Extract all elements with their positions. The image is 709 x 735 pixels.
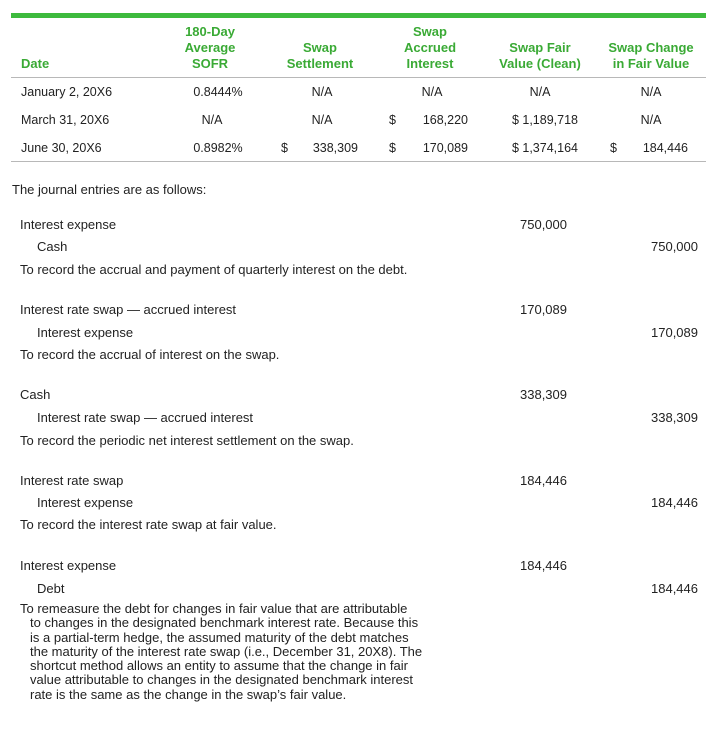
credit-account: Interest expense (37, 325, 134, 340)
cell-date: January 2, 20X6 (21, 85, 113, 99)
debit-account: Interest rate swap (20, 473, 124, 488)
table-header-rule (11, 77, 706, 78)
credit-amount: 170,089 (651, 325, 698, 340)
cell-sofr: 0.8444% (193, 85, 243, 99)
cell-settlement: 338,309 (312, 141, 358, 155)
col-header-fair-value: Swap Fair Value (Clean) (499, 40, 581, 71)
credit-amount: 184,446 (651, 495, 698, 510)
cell-fair-value: $ 1,374,164 (511, 141, 578, 155)
debit-amount: 184,446 (520, 558, 567, 573)
entry-memo (20, 602, 450, 702)
cell-settlement: N/A (311, 113, 333, 127)
credit-account: Debt (37, 581, 65, 596)
debit-account: Cash (20, 387, 51, 402)
cell-sofr: N/A (201, 113, 223, 127)
cell-change: N/A (640, 85, 662, 99)
cell-date: March 31, 20X6 (21, 113, 110, 127)
cell-accrued: 170,089 (422, 141, 468, 155)
table-row (0, 110, 709, 130)
cell-settlement-symbol: $ (281, 141, 288, 155)
credit-account: Cash (37, 239, 68, 254)
entry-memo-continuation: to changes in the designated benchmark interest rate. Because this is a partial-term hedge, the assumed maturity of the debt matches the maturity of the interest rate swap (i.e., December 31, 20X8). The shortcut method allows an entity to assume that the change in fair value attributable to changes in the designated benchmark interest rate is the same as the change in the swap’s fair value. (30, 615, 423, 702)
header-accent-bar (11, 13, 706, 18)
debit-amount: 750,000 (520, 217, 567, 232)
credit-amount: 184,446 (651, 581, 698, 596)
col-header-accrued: Swap Accrued Interest (403, 24, 457, 71)
debit-account: Interest rate swap — accrued interest (20, 302, 237, 317)
table-bottom-rule (11, 161, 706, 162)
debit-account: Interest expense (20, 558, 117, 573)
entry-memo: To record the periodic net interest settlement on the swap. (20, 433, 354, 448)
cell-accrued: 168,220 (422, 113, 468, 127)
cell-accrued-symbol: $ (389, 141, 396, 155)
table-row (0, 82, 709, 102)
cell-change: N/A (640, 113, 662, 127)
cell-fair-value: N/A (529, 85, 551, 99)
entry-memo: To record the accrual and payment of quarterly interest on the debt. (20, 262, 408, 277)
credit-account: Interest rate swap — accrued interest (37, 410, 254, 425)
entry-memo: To record the interest rate swap at fair value. (20, 517, 277, 532)
credit-amount: 750,000 (651, 239, 698, 254)
cell-accrued-symbol: $ (389, 113, 396, 127)
cell-change: 184,446 (642, 141, 688, 155)
journal-intro: The journal entries are as follows: (12, 182, 207, 197)
col-header-sofr: 180-Day Average SOFR (184, 24, 236, 71)
col-header-change: Swap Change in Fair Value (608, 40, 694, 71)
credit-account: Interest expense (37, 495, 134, 510)
col-header-date: Date (21, 56, 50, 71)
debit-amount: 338,309 (520, 387, 567, 402)
table-row (0, 138, 709, 158)
entry-memo: To record the accrual of interest on the swap. (20, 347, 280, 362)
cell-change-symbol: $ (610, 141, 617, 155)
debit-amount: 184,446 (520, 473, 567, 488)
cell-settlement: N/A (311, 85, 333, 99)
entry-memo-first-line: To remeasure the debt for changes in fair value that are attributable (20, 601, 408, 616)
cell-accrued: N/A (421, 85, 443, 99)
debit-amount: 170,089 (520, 302, 567, 317)
col-header-settlement: Swap Settlement (286, 40, 354, 71)
cell-sofr: 0.8982% (193, 141, 243, 155)
cell-fair-value: $ 1,189,718 (511, 113, 578, 127)
cell-date: June 30, 20X6 (21, 141, 102, 155)
debit-account: Interest expense (20, 217, 117, 232)
credit-amount: 338,309 (651, 410, 698, 425)
